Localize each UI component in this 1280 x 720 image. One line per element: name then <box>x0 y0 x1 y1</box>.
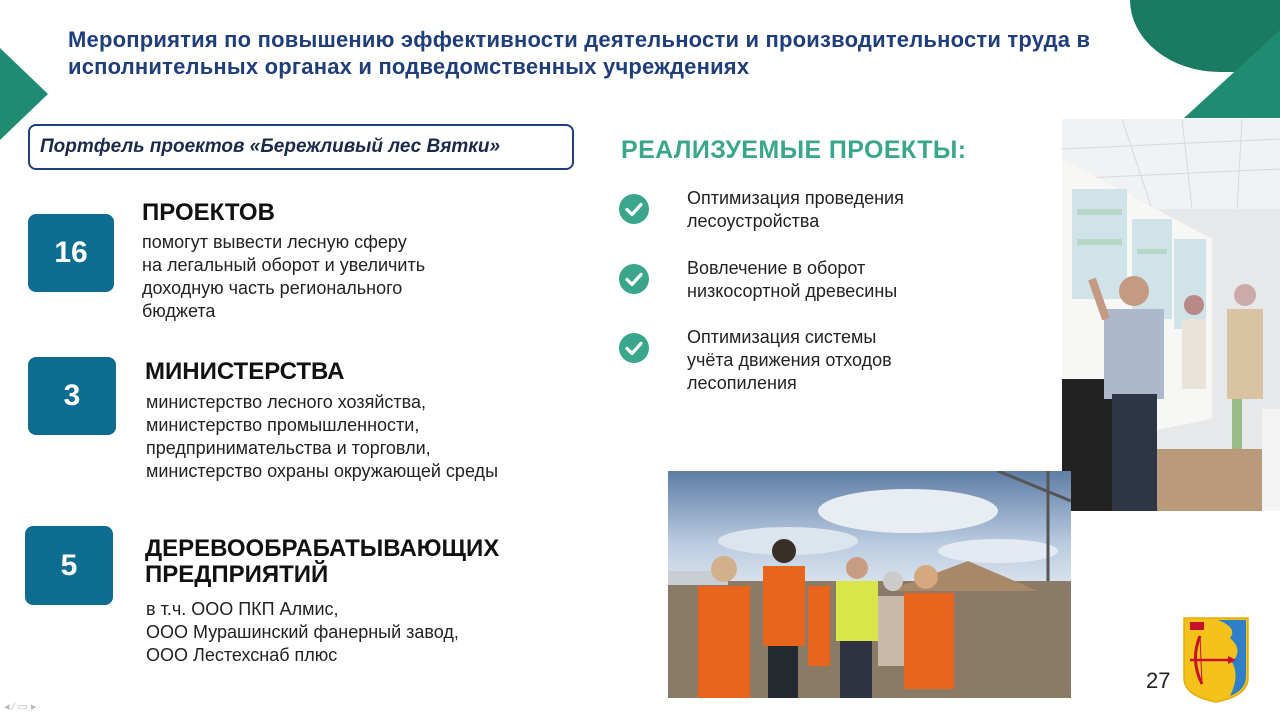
stat-text-ministries: министерство лесного хозяйства, министерство промышленности, предпринимательства и торговли, министерство охраны окружающей среды <box>146 392 499 481</box>
check-icon <box>619 194 649 224</box>
stat-number-ministries: 3 <box>28 357 116 435</box>
stat-number-projects: 16 <box>28 214 114 292</box>
project-item: Вовлечение в оборот низкосортной древесины <box>687 258 898 301</box>
project-item: Оптимизация системы учёта движения отходов лесопиления <box>687 327 892 393</box>
check-icon <box>619 264 649 294</box>
stat-text-projects: помогут вывести лесную сферу на легальный оборот и увеличить доходную часть регионального бюджета <box>142 232 426 321</box>
stat-heading-projects: ПРОЕКТОВ <box>142 199 275 226</box>
photo-office-meeting <box>1062 119 1280 511</box>
stat-text-enterprises: в т.ч. ООО ПКП Алмис, ООО Мурашинский фанерный завод, ООО Лестехснаб плюс <box>146 599 459 665</box>
photo-site-visit <box>668 471 1071 698</box>
stat-number-enterprises: 5 <box>25 526 113 605</box>
check-icon <box>619 333 649 363</box>
page-title: Мероприятия по повышению эффективности деятельности и производительности труда в исполнительных органах и подведомственных учреждениях <box>68 27 1091 79</box>
projects-title: РЕАЛИЗУЕМЫЕ ПРОЕКТЫ: <box>621 136 967 164</box>
stat-heading-enterprises: ДЕРЕВООБРАБАТЫВАЮЩИХ ПРЕДПРИЯТИЙ <box>145 535 500 588</box>
slide-nav-controls[interactable]: ◂ ⁄ ▭ ▸ <box>4 701 37 713</box>
stat-heading-ministries: МИНИСТЕРСТВА <box>145 358 345 385</box>
kirov-emblem-icon <box>1182 616 1250 704</box>
project-item: Оптимизация проведения лесоустройства <box>687 188 904 231</box>
page-number: 27 <box>1146 668 1171 693</box>
portfolio-label: Портфель проектов «Бережливый лес Вятки» <box>28 124 574 170</box>
